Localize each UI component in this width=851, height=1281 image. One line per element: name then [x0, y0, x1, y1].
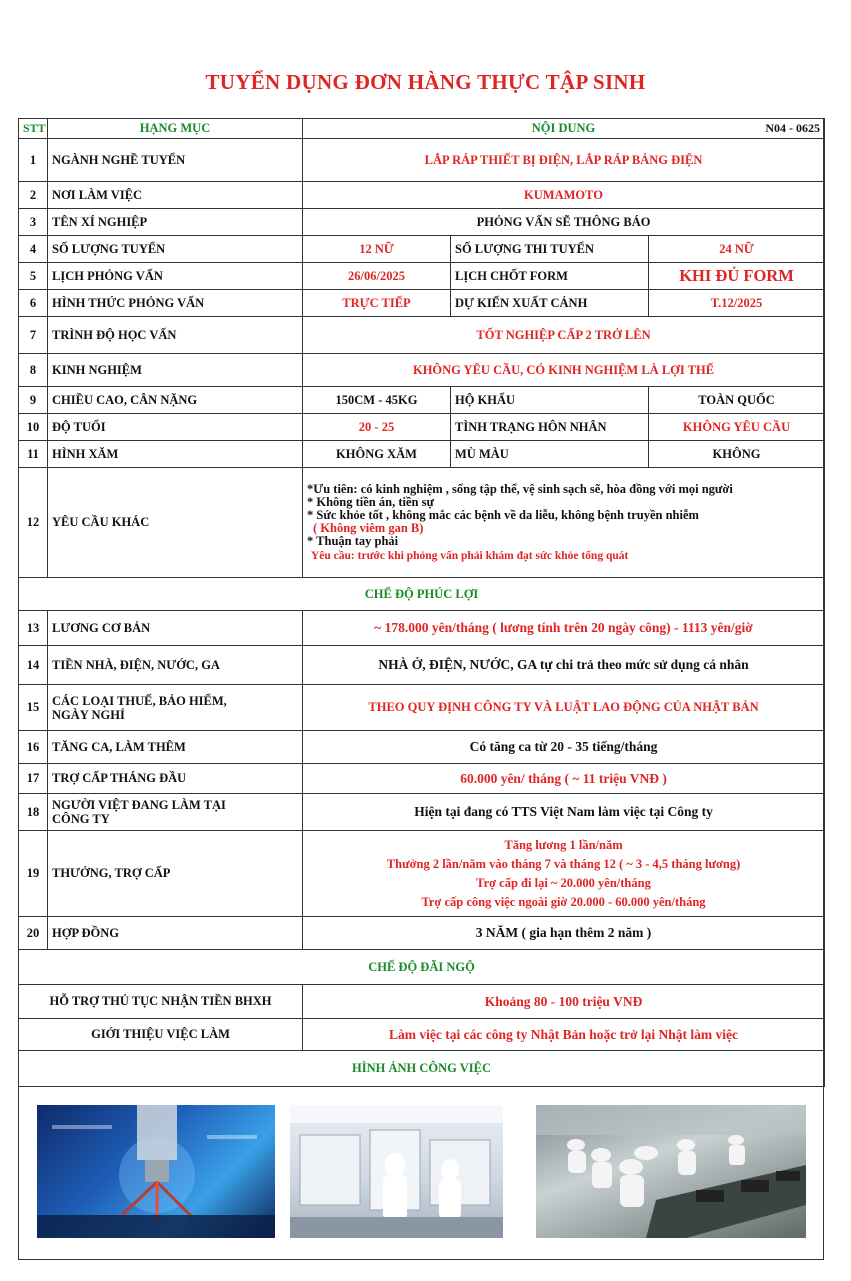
section-hinh-anh: HÌNH ẢNH CÔNG VIỆC	[19, 1051, 825, 1087]
row-value: TỐT NGHIỆP CẤP 2 TRỞ LÊN	[303, 317, 825, 354]
row-value-2: 24 NỮ	[649, 236, 825, 263]
table-row	[19, 290, 825, 317]
bonus-details	[303, 831, 825, 917]
row-label-line: NGÀY NGHỈ	[52, 707, 125, 722]
row-label: TIỀN NHÀ, ĐIỆN, NƯỚC, GA	[48, 646, 303, 685]
row-value-2: TOÀN QUỐC	[649, 387, 825, 414]
form-code: N04 - 0625	[765, 121, 821, 135]
row-value-2: KHÔNG YÊU CẦU	[649, 414, 825, 441]
row-value: LẮP RÁP THIẾT BỊ ĐIỆN, LẮP RÁP BẢNG ĐIỆN	[303, 139, 825, 182]
row-number: 19	[19, 831, 48, 917]
section-header-row	[19, 578, 825, 611]
row-value-2: KHÔNG	[649, 441, 825, 468]
row-label-line: CÁC LOẠI THUẾ, BẢO HIỂM,	[52, 693, 227, 708]
row-label-line: NGƯỜI VIỆT ĐANG LÀM TẠI	[52, 798, 226, 812]
section-dai-ngo: CHẾ ĐỘ ĐÃI NGỘ	[19, 950, 825, 985]
row-label: NGÀNH NGHỀ TUYỂN	[48, 139, 303, 182]
row-label-line: CÔNG TY	[52, 812, 110, 826]
page-title: TUYỂN DỤNG ĐƠN HÀNG THỰC TẬP SINH	[205, 70, 646, 94]
note-line: * Thuận tay phải	[307, 533, 399, 548]
row-label: CHIỀU CAO, CÂN NẶNG	[48, 387, 303, 414]
note-line: Yêu cầu: trước khi phỏng vấn phải khám đạt sức khỏe tổng quát	[311, 549, 629, 562]
row-value: Có tăng ca từ 20 - 35 tiếng/tháng	[303, 731, 825, 764]
table-row	[19, 985, 825, 1019]
row-label: KINH NGHIỆM	[48, 354, 303, 387]
table-row	[19, 209, 825, 236]
row-label: LỊCH PHỎNG VẤN	[48, 263, 303, 290]
row-label: HÌNH XĂM	[48, 441, 303, 468]
row-number: 15	[19, 685, 48, 731]
table-row	[19, 387, 825, 414]
table-row	[19, 317, 825, 354]
bonus-line: Trợ cấp đi lại ~ 20.000 yên/tháng	[476, 875, 651, 890]
row-label: HỢP ĐỒNG	[48, 917, 303, 950]
section-header-row	[19, 1051, 825, 1087]
row-label: HÌNH THỨC PHỎNG VẤN	[48, 290, 303, 317]
row-value: 12 NỮ	[303, 236, 451, 263]
cleanroom-photo	[290, 1105, 503, 1238]
row-value-2: T.12/2025	[649, 290, 825, 317]
row-label-2: SỐ LƯỢNG THI TUYỂN	[451, 236, 649, 263]
table-row	[19, 764, 825, 794]
header-hang-muc: HẠNG MỤC	[48, 119, 303, 139]
row-value: Khoảng 80 - 100 triệu VNĐ	[303, 985, 825, 1019]
row-number: 2	[19, 182, 48, 209]
row-value: KHÔNG YÊU CẦU, CÓ KINH NGHIỆM LÀ LỢI THẾ	[303, 354, 825, 387]
row-label: NƠI LÀM VIỆC	[48, 182, 303, 209]
note-line: *Ưu tiên: có kinh nghiệm , sống tập thể, vệ sinh sạch sẽ, hòa đồng với mọi người	[307, 481, 733, 496]
note-line: ( Không viêm gan B)	[313, 520, 424, 535]
row-number: 8	[19, 354, 48, 387]
row-label: YÊU CẦU KHÁC	[48, 468, 303, 578]
row-label-2: MÙ MÀU	[451, 441, 649, 468]
work-photos	[19, 1088, 823, 1259]
row-value: 60.000 yên/ tháng ( ~ 11 triệu VNĐ )	[303, 764, 825, 794]
row-value: NHÀ Ở, ĐIỆN, NƯỚC, GA tự chi trả theo mức sử dụng cá nhân	[303, 646, 825, 685]
row-label-2: HỘ KHẨU	[451, 387, 649, 414]
table-row	[19, 441, 825, 468]
row-number: 14	[19, 646, 48, 685]
section-header-row	[19, 950, 825, 985]
row-number: 12	[19, 468, 48, 578]
row-label	[48, 685, 303, 731]
row-number: 13	[19, 611, 48, 646]
row-label-2: LỊCH CHỐT FORM	[451, 263, 649, 290]
row-number: 17	[19, 764, 48, 794]
row-number: 11	[19, 441, 48, 468]
row-value-2: KHI ĐỦ FORM	[649, 263, 825, 290]
bonus-line: Trợ cấp công việc ngoài giờ 20.000 - 60.000 yên/tháng	[421, 894, 706, 909]
table-row	[19, 354, 825, 387]
row-label-2: DỰ KIẾN XUẤT CẢNH	[451, 290, 649, 317]
row-value: ~ 178.000 yên/tháng ( lương tính trên 20 ngày công) - 1113 yên/giờ	[303, 611, 825, 646]
table-row	[19, 731, 825, 764]
row-number: 7	[19, 317, 48, 354]
row-number: 16	[19, 731, 48, 764]
row-label: SỐ LƯỢNG TUYỂN	[48, 236, 303, 263]
row-label: THƯỞNG, TRỢ CẤP	[48, 831, 303, 917]
row-value: KHÔNG XĂM	[303, 441, 451, 468]
row-number: 9	[19, 387, 48, 414]
note-line: * Sức khỏe tốt , không mắc các bệnh về da liễu, không bệnh truyền nhiễm	[307, 507, 699, 522]
note-line: * Không tiền án, tiền sự	[307, 494, 434, 509]
row-value: THEO QUY ĐỊNH CÔNG TY VÀ LUẬT LAO ĐỘNG CỦA NHẬT BẢN	[303, 685, 825, 731]
row-label: TRÌNH ĐỘ HỌC VẤN	[48, 317, 303, 354]
row-label: TRỢ CẤP THÁNG ĐẦU	[48, 764, 303, 794]
row-value: PHỎNG VẤN SẼ THÔNG BÁO	[303, 209, 825, 236]
row-label: LƯƠNG CƠ BẢN	[48, 611, 303, 646]
row-label-2: TÌNH TRẠNG HÔN NHÂN	[451, 414, 649, 441]
row-label: HỖ TRỢ THỦ TỤC NHẬN TIỀN BHXH	[19, 985, 303, 1019]
electronics-assembly-photo	[37, 1105, 275, 1238]
table-row	[19, 831, 825, 917]
table-row	[19, 182, 825, 209]
table-row	[19, 1019, 825, 1051]
row-value: 150CM - 45KG	[303, 387, 451, 414]
header-noi-dung: NỘI DUNG	[531, 121, 596, 135]
table-header-row	[19, 119, 825, 139]
recruitment-table	[18, 118, 825, 1087]
row-value: Hiện tại đang có TTS Việt Nam làm việc tại Công ty	[303, 794, 825, 831]
row-label: TĂNG CA, LÀM THÊM	[48, 731, 303, 764]
other-requirements	[303, 468, 825, 578]
row-label	[48, 794, 303, 831]
row-number: 10	[19, 414, 48, 441]
table-row	[19, 794, 825, 831]
row-number: 5	[19, 263, 48, 290]
row-number: 4	[19, 236, 48, 263]
row-value: TRỰC TIẾP	[303, 290, 451, 317]
header-stt: STT	[19, 119, 48, 139]
row-value: 3 NĂM ( gia hạn thêm 2 năm )	[303, 917, 825, 950]
table-row	[19, 917, 825, 950]
row-number: 1	[19, 139, 48, 182]
bonus-line: Thưởng 2 lần/năm vào tháng 7 và tháng 12 ( ~ 3 - 4,5 tháng lương)	[386, 856, 741, 871]
row-label: GIỚI THIỆU VIỆC LÀM	[19, 1019, 303, 1051]
row-number: 18	[19, 794, 48, 831]
row-value: 26/06/2025	[303, 263, 451, 290]
row-label: TÊN XÍ NGHIỆP	[48, 209, 303, 236]
table-row	[19, 414, 825, 441]
table-row	[19, 236, 825, 263]
row-value: Làm việc tại các công ty Nhật Bản hoặc trở lại Nhật làm việc	[303, 1019, 825, 1051]
header-noi-dung-cell	[303, 119, 825, 139]
table-row	[19, 685, 825, 731]
section-phuc-loi: CHẾ ĐỘ PHÚC LỢI	[19, 578, 825, 611]
table-row	[19, 139, 825, 182]
table-row	[19, 646, 825, 685]
row-value: KUMAMOTO	[303, 182, 825, 209]
table-row	[19, 468, 825, 578]
row-value: 20 - 25	[303, 414, 451, 441]
assembly-line-photo	[536, 1105, 806, 1238]
row-number: 6	[19, 290, 48, 317]
table-row	[19, 611, 825, 646]
row-number: 20	[19, 917, 48, 950]
row-number: 3	[19, 209, 48, 236]
table-row	[19, 263, 825, 290]
row-label: ĐỘ TUỔI	[48, 414, 303, 441]
bonus-line: Tăng lương 1 lần/năm	[504, 837, 623, 852]
